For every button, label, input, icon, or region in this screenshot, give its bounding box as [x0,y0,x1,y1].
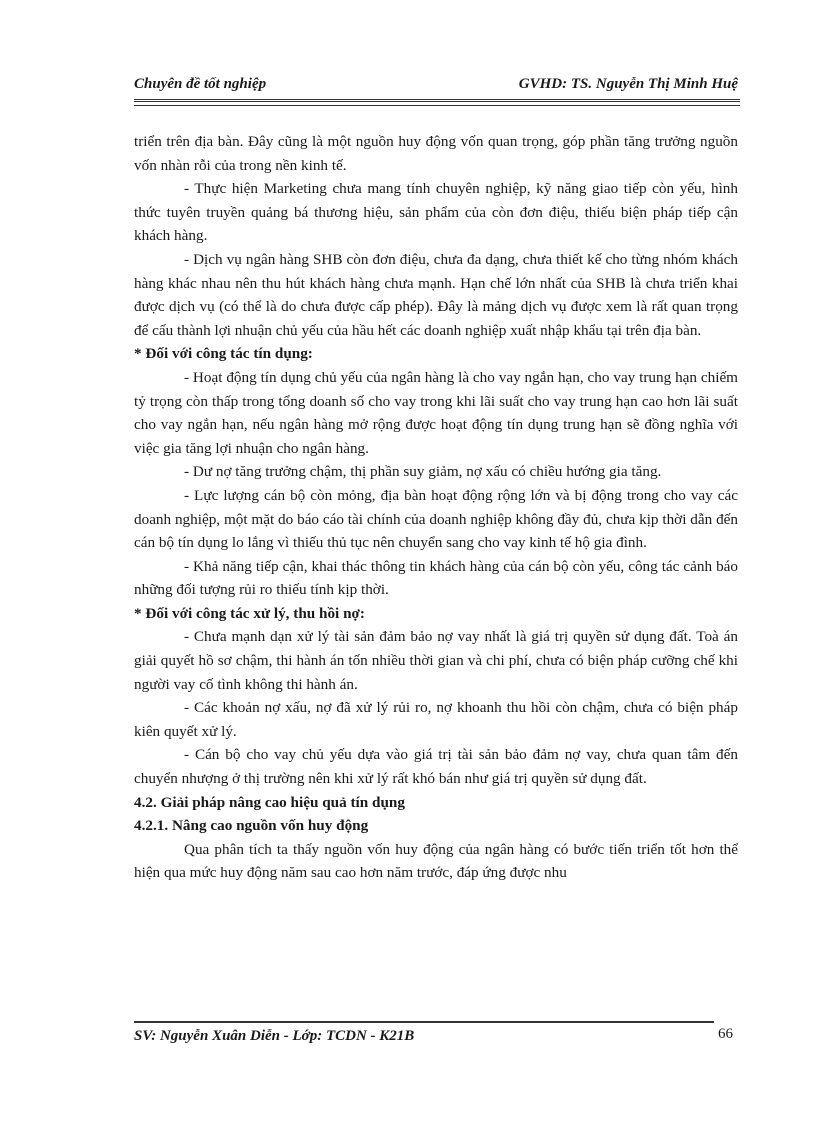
header-supervisor: GVHD: TS. Nguyễn Thị Minh Huệ [518,76,738,92]
header-document-title: Chuyên đề tốt nghiệp [134,76,267,92]
paragraph: - Cán bộ cho vay chủ yếu dựa vào giá trị tài sản bảo đảm nợ vay, chưa quan tâm đến chuyển nhượng ở thị trường nên khi xử lý rất khó bán như giá trị quyền sử dụng đất. [134,746,738,788]
paragraph: Qua phân tích ta thấy nguồn vốn huy động của ngân hàng có bước tiến triển tốt hơn thể hiện qua mức huy động năm sau cao hơn năm trước, đáp ứng được nhu [134,840,738,882]
footer-rule [134,1021,714,1023]
paragraph: - Thực hiện Marketing chưa mang tính chuyên nghiệp, kỹ năng giao tiếp còn yếu, hình thức tuyên truyền quảng bá thương hiệu, sản phẩm của còn đơn điệu, thiếu biện pháp tiếp cận khách hàng. [134,180,738,245]
section-heading: * Đối với công tác tín dụng: [134,345,313,363]
paragraph: - Lực lượng cán bộ còn mỏng, địa bàn hoạt động rộng lớn và bị động trong cho vay các doanh nghiệp, một mặt do báo cáo tài chính của doanh nghiệp không đầy đủ, chưa kịp thời dẫn đến cán bộ tín dụng lo lắng vì thiếu thủ tục nên chuyển sang cho vay kinh tế hộ gia đình. [134,486,738,552]
section-heading: * Đối với công tác xử lý, thu hồi nợ: [134,604,365,622]
paragraph: - Hoạt động tín dụng chủ yếu của ngân hàng là cho vay ngắn hạn, cho vay trung hạn chiếm tỷ trọng còn thấp trong tổng doanh số cho vay trong khi lãi suất cho vay trung hạn cao hơn lãi suất cho vay ngắn hạn, nếu ngân hàng mở rộng được hoạt động tín dụng trung hạn sẽ đồng nghĩa với việc gia tăng lợi nhuận cho ngân hàng. [134,368,738,457]
page-number: 66 [718,1026,733,1042]
paragraph: - Dư nợ tăng trưởng chậm, thị phần suy giảm, nợ xấu có chiều hướng gia tăng. [184,463,662,481]
subsection-heading: 4.2.1. Nâng cao nguồn vốn huy động [134,817,369,835]
section-heading: 4.2. Giải pháp nâng cao hiệu quả tín dụng [134,793,405,811]
paragraph: triển trên địa bàn. Đây cũng là một nguồn huy động vốn quan trọng, góp phần tăng trưởng nguồn vốn nhàn rỗi của trong nền kinh tế. [134,133,738,174]
paragraph: - Dịch vụ ngân hàng SHB còn đơn điệu, chưa đa dạng, chưa thiết kế cho từng nhóm khách hàng khác nhau nên thu hút khách hàng chưa mạnh. Hạn chế lớn nhất của SHB là chưa triển khai được dịch vụ (có thể là do chưa được cấp phép). Đây là mảng dịch vụ được xem là rất quan trọng để cấu thành lợi nhuận chủ yếu của hầu hết các doanh nghiệp xuất nhập khẩu tại trên địa bàn. [134,250,738,339]
header-rule [134,99,740,106]
document-body [134,130,738,885]
paragraph: - Chưa mạnh dạn xử lý tài sản đảm bảo nợ vay nhất là giá trị quyền sử dụng đất. Toà án giải quyết hồ sơ chậm, thi hành án tốn nhiều thời gian và chi phí, chưa có biện pháp cưỡng chế khi người vay cố tình không thi hành án. [134,628,738,693]
paragraph: - Các khoản nợ xấu, nợ đã xử lý rủi ro, nợ khoanh thu hồi còn chậm, chưa có biện pháp kiên quyết xử lý. [134,699,738,740]
footer-student-info: SV: Nguyễn Xuân Diễn - Lớp: TCDN - K21B [134,1028,415,1044]
paragraph: - Khả năng tiếp cận, khai thác thông tin khách hàng của cán bộ còn yếu, công tác cảnh báo những đối tượng rủi ro thiếu tính kịp thời. [134,557,738,599]
